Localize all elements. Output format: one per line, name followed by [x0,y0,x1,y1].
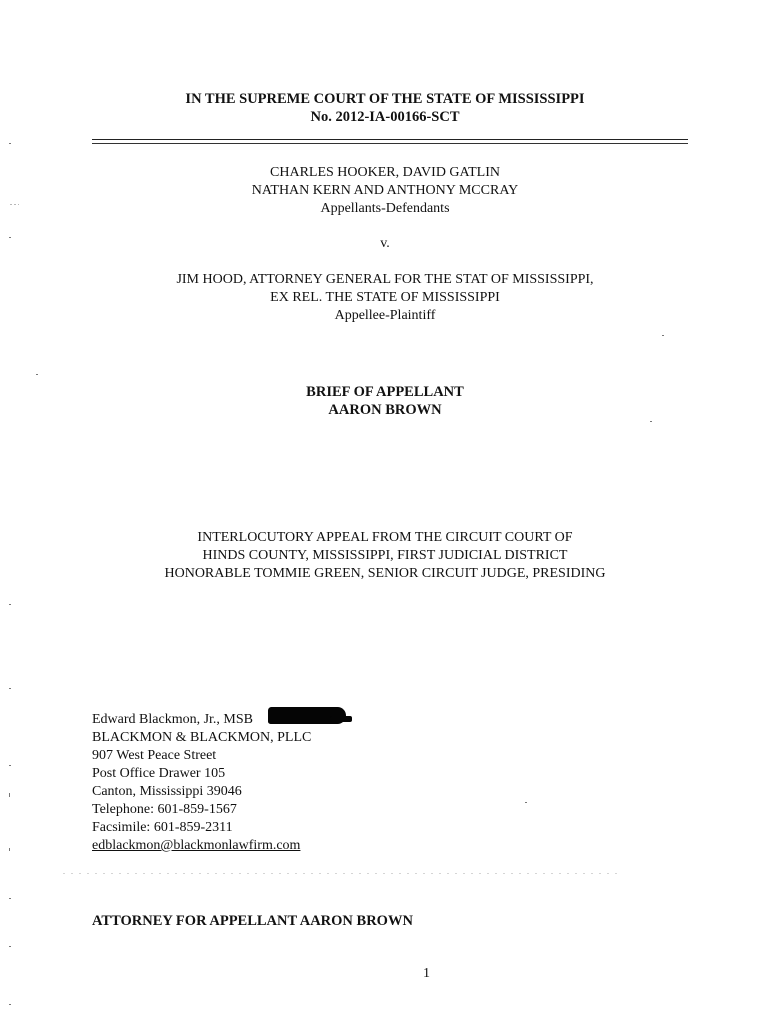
page-number: 1 [423,966,430,981]
appellants-role: Appellants-Defendants [320,201,450,216]
appellee-line-1: JIM HOOD, ATTORNEY GENERAL FOR THE STAT OF MISSISSIPPI, [176,272,594,287]
scan-speck [9,898,11,899]
counsel-city: Canton, Mississippi 39046 [92,784,242,799]
scan-speck [9,237,11,238]
redaction-mark-tail [330,716,352,722]
case-number: No. 2012-IA-00166-SCT [310,109,460,125]
scan-speck [9,604,11,605]
appellee-role: Appellee-Plaintiff [334,308,436,323]
scan-speck [662,335,664,336]
court-title: IN THE SUPREME COURT OF THE STATE OF MISSISSIPPI [185,91,585,107]
scan-speck [9,143,11,144]
counsel-telephone: Telephone: 601-859-1567 [92,802,237,817]
attorney-for-label: ATTORNEY FOR APPELLANT AARON BROWN [92,913,413,929]
counsel-facsimile: Facsimile: 601-859-2311 [92,820,233,835]
scan-speck [9,1004,11,1005]
appeal-line-2: HINDS COUNTY, MISSISSIPPI, FIRST JUDICIAL DISTRICT [202,548,568,563]
appellants-line-2: NATHAN KERN AND ANTHONY MCCRAY [251,183,519,198]
appellee-line-2: EX REL. THE STATE OF MISSISSIPPI [270,290,500,305]
counsel-firm: BLACKMON & BLACKMON, PLLC [92,730,312,745]
scan-speck [9,204,19,205]
brief-appellant-name: AARON BROWN [328,402,442,418]
counsel-email-link[interactable]: edblackmon@blackmonlawfirm.com [92,838,301,853]
scan-speck [36,374,38,375]
counsel-po-box: Post Office Drawer 105 [92,766,226,781]
counsel-name: Edward Blackmon, Jr., MSB [92,712,253,727]
scan-speck [9,848,10,851]
scan-speck [525,802,527,803]
brief-title: BRIEF OF APPELLANT [306,384,464,400]
scan-speck [9,793,10,797]
counsel-street: 907 West Peace Street [92,748,217,763]
scan-speck [9,765,11,766]
appeal-line-3: HONORABLE TOMMIE GREEN, SENIOR CIRCUIT JUDGE, PRESIDING [164,566,606,581]
appellants-line-1: CHARLES HOOKER, DAVID GATLIN [270,165,500,180]
scan-speck [650,421,652,422]
scan-speck [9,946,11,947]
header-rule-bottom [92,143,688,144]
scan-speck [9,688,11,689]
scan-dotted-line [60,873,620,874]
header-rule-top [92,139,688,140]
appeal-line-1: INTERLOCUTORY APPEAL FROM THE CIRCUIT COURT OF [197,530,573,545]
versus: v. [380,236,390,251]
